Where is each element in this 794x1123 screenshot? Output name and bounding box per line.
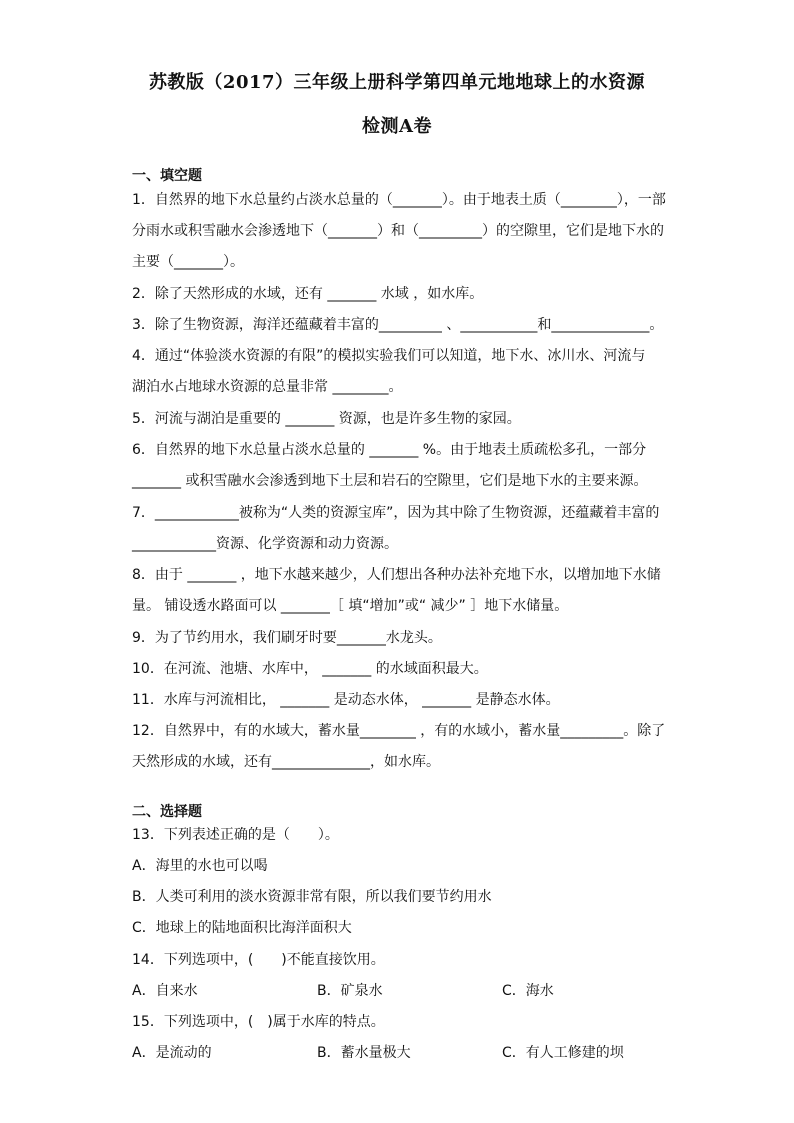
question-line: 10．在河流、池塘、水库中， _______ 的水域面积最大。 xyxy=(132,661,488,677)
question-line: 天然形成的水域，还有______________，如水库。 xyxy=(132,754,440,770)
question-line: 7．____________被称为“人类的资源宝库”，因为其中除了生物资源，还蕴藏着丰富的 xyxy=(132,505,660,521)
title-line-1: 苏教版（2017）三年级上册科学第四单元地地球上的水资源 xyxy=(148,72,646,93)
question-line: 湖泊水占地球水资源的总量非常 ________。 xyxy=(132,379,403,395)
question-13-option-a: A．海里的水也可以喝 xyxy=(132,858,268,874)
question-line: ____________资源、化学资源和动力资源。 xyxy=(132,536,398,552)
question-15-option-c: C．有人工修建的坝 xyxy=(502,1045,624,1061)
question-line: 6．自然界的地下水总量占淡水总量的 _______ %。由于地表土质疏松多孔，一部分 xyxy=(132,442,647,458)
question-line: 12．自然界中，有的水域大，蓄水量________ ，有的水域小，蓄水量_________。除了 xyxy=(132,723,666,739)
question-line: 主要（_______）。 xyxy=(132,254,244,270)
question-15-option-b: B．蓄水量极大 xyxy=(317,1045,411,1061)
section-heading-multiple-choice: 二、选择题 xyxy=(132,804,202,820)
question-14-option-c: C．海水 xyxy=(502,983,554,999)
question-line: 量。 铺设透水路面可以 _______［ 填“增加”或“ 减少” ］地下水储量。 xyxy=(132,598,569,614)
question-line: _______ 或积雪融水会渗透到地下土层和岩石的空隙里，它们是地下水的主要来源。 xyxy=(132,473,648,489)
question-14-option-b: B．矿泉水 xyxy=(317,983,383,999)
question-line: 5．河流与湖泊是重要的 _______ 资源，也是许多生物的家园。 xyxy=(132,411,521,427)
question-line: 4．通过“体验淡水资源的有限”的模拟实验我们可以知道，地下水、冰川水、河流与 xyxy=(132,348,646,364)
question-line: 9．为了节约用水，我们刷牙时要_______水龙头。 xyxy=(132,630,442,646)
question-13-stem: 13．下列表述正确的是（ ）。 xyxy=(132,827,339,843)
question-line: 1．自然界的地下水总量约占淡水总量的（_______）。由于地表土质（________），一部 xyxy=(132,192,666,208)
question-line: 分雨水或积雪融水会渗透地下（_______）和（_________）的空隙里，它们是地下水的 xyxy=(132,223,664,239)
section-heading-fill-blank: 一、填空题 xyxy=(132,168,202,184)
title-line-2: 检测A卷 xyxy=(362,116,432,137)
question-13-option-b: B．人类可利用的淡水资源非常有限，所以我们要节约用水 xyxy=(132,889,492,905)
question-line: 11．水库与河流相比， _______ 是动态水体， _______ 是静态水体。 xyxy=(132,692,560,708)
question-line: 2．除了天然形成的水域，还有 _______ 水域 ，如水库。 xyxy=(132,286,484,302)
question-13-option-c: C．地球上的陆地面积比海洋面积大 xyxy=(132,920,352,936)
question-14-option-a: A．自来水 xyxy=(132,983,198,999)
question-line: 3．除了生物资源，海洋还蕴藏着丰富的_________ 、___________和______________。 xyxy=(132,317,664,333)
question-14-stem: 14．下列选项中，( )不能直接饮用。 xyxy=(132,952,385,968)
question-15-stem: 15．下列选项中，( )属于水库的特点。 xyxy=(132,1014,385,1030)
question-15-option-a: A．是流动的 xyxy=(132,1045,212,1061)
question-line: 8．由于 _______ ，地下水越来越少，人们想出各种办法补充地下水，以增加地下水储 xyxy=(132,567,661,583)
